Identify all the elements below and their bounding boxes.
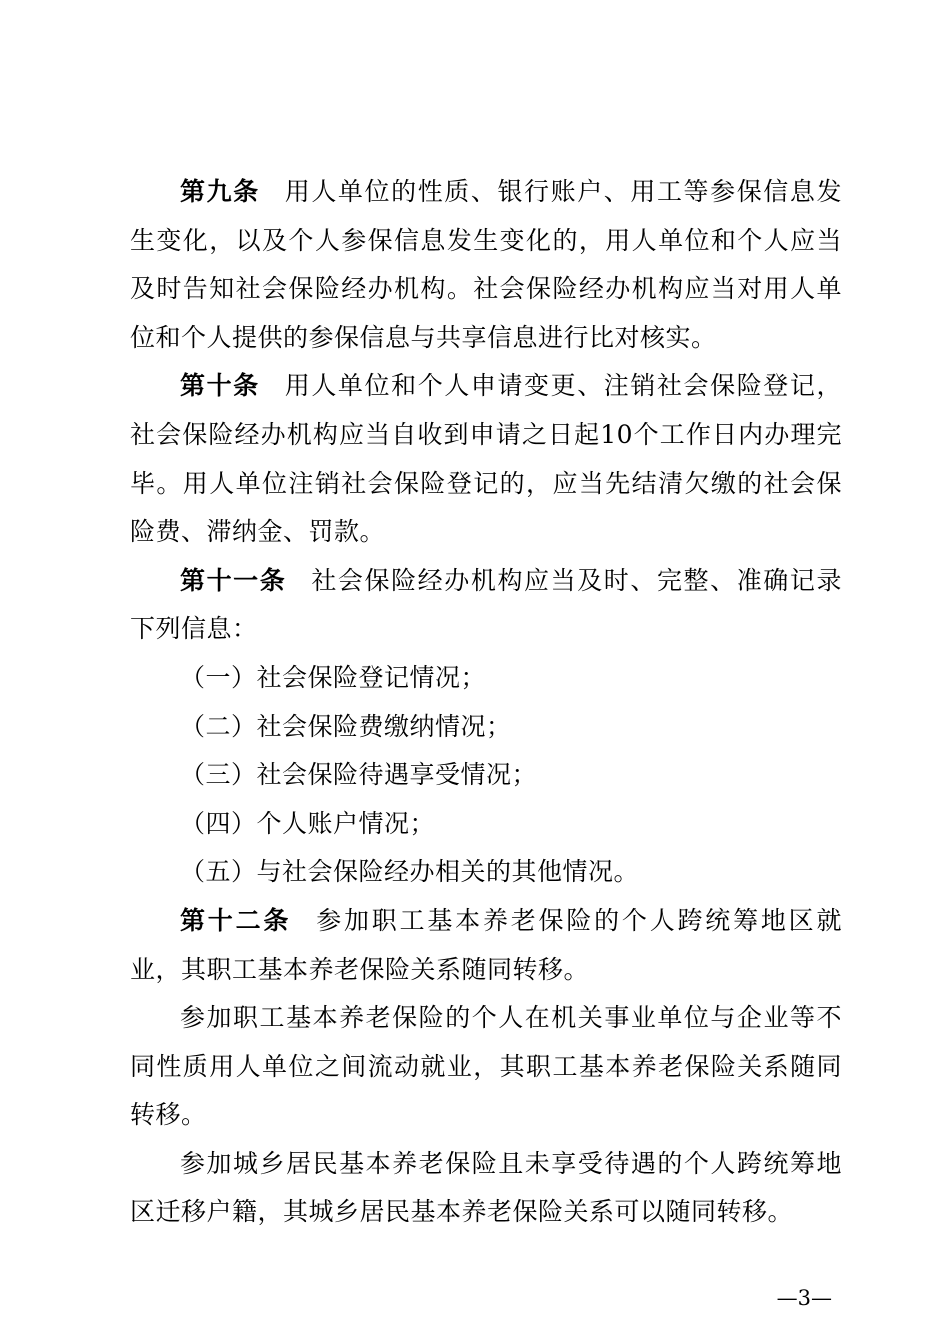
article-text: 用人单位和个人申请变更、注销社会保险登记，社会保险经办机构应当自收到申请之日起10个工作日内办理完毕。用人单位注销社会保险登记的，应当先结清欠缴的社会保险费、滞纳金、罚款。	[130, 371, 842, 547]
article-9	[130, 168, 842, 362]
list-item: （三）社会保险待遇享受情况；	[180, 760, 538, 790]
article-heading: 第十二条	[180, 905, 292, 935]
article-heading: 第十条	[180, 371, 260, 401]
document-body	[130, 168, 842, 1237]
page-number: —3—	[776, 1286, 832, 1310]
paragraph: 参加职工基本养老保险的个人在机关事业单位与企业等不同性质用人单位之间流动就业，其职工基本养老保险关系随同转移。	[130, 1003, 842, 1130]
article-12	[130, 897, 842, 994]
paragraph: 参加城乡居民基本养老保险且未享受待遇的个人跨统筹地区迁移户籍，其城乡居民基本养老保险关系可以随同转移。	[130, 1148, 842, 1227]
article-11	[130, 557, 842, 654]
list-item: （二）社会保险费缴纳情况；	[180, 711, 512, 741]
list-item: （五）与社会保险经办相关的其他情况。	[180, 857, 640, 887]
article-heading: 第十一条	[180, 565, 287, 595]
list-item: （一）社会保险登记情况；	[180, 662, 487, 692]
article-text: 参加职工基本养老保险的个人跨统筹地区就业，其职工基本养老保险关系随同转移。	[130, 905, 842, 984]
article-text: 社会保险经办机构应当及时、完整、准确记录下列信息：	[130, 565, 842, 644]
list-item: （四）个人账户情况；	[180, 808, 436, 838]
article-10	[130, 362, 842, 556]
article-heading: 第九条	[180, 177, 260, 206]
article-text: 用人单位的性质、银行账户、用工等参保信息发生变化，以及个人参保信息发生变化的，用人单位和个人应当及时告知社会保险经办机构。社会保险经办机构应当对用人单位和个人提供的参保信息与共享信息进行比对核实。	[130, 177, 842, 352]
